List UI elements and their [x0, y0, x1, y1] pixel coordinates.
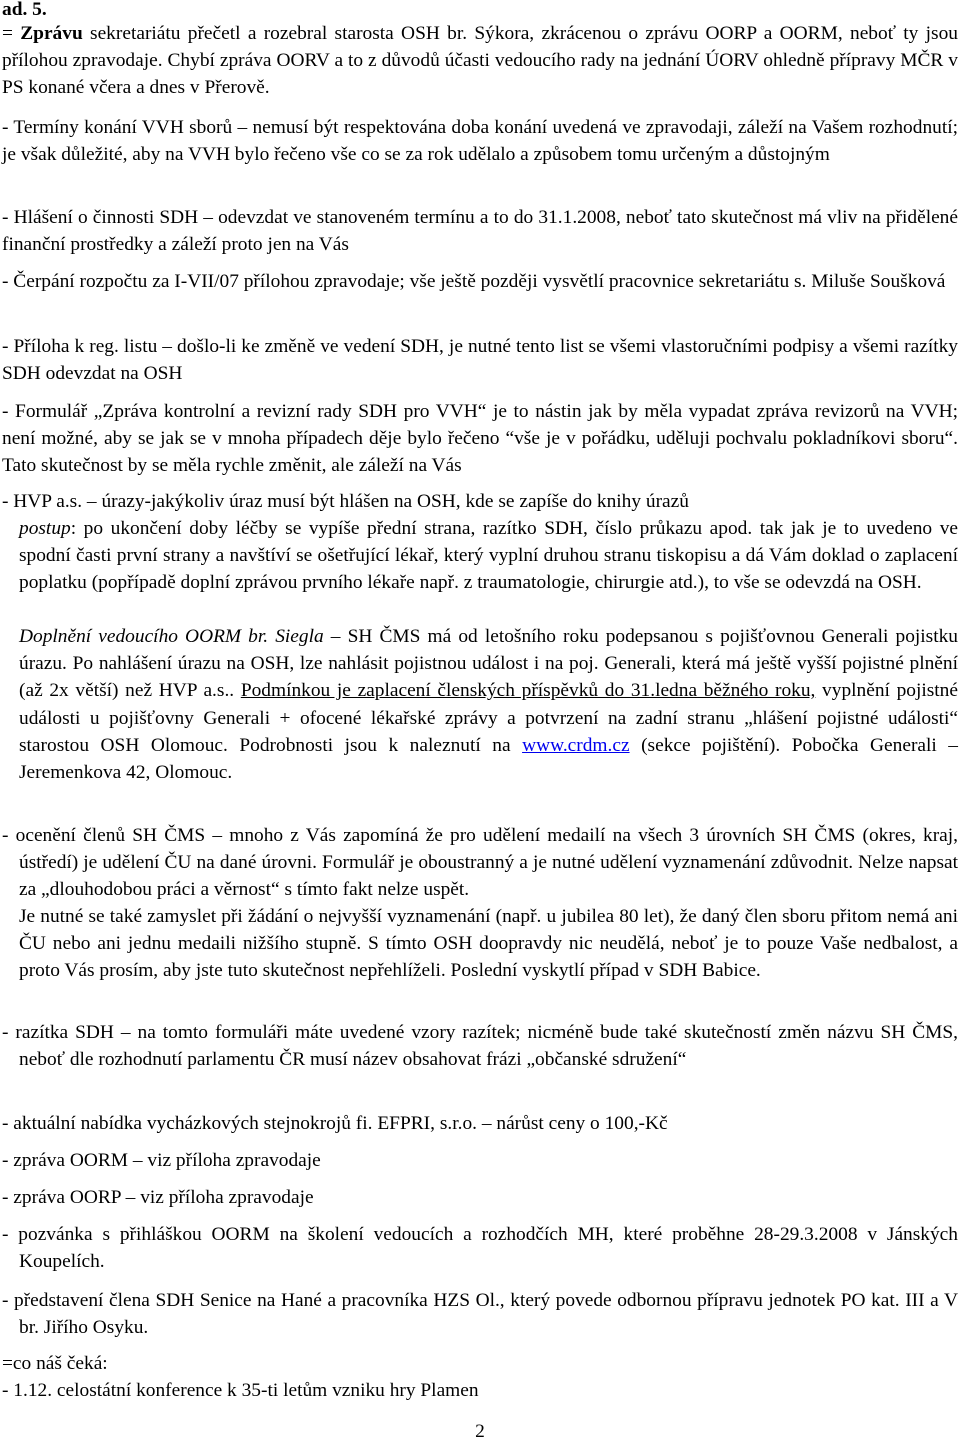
item-oorm	[2, 1147, 958, 1174]
doplneni-text-1: – SH ČMS má od letošního roku podepsanou s pojišťovnou Generali pojistku úrazu. Po nahlášení úrazu na OSH, lze nahlásit pojistnou událost i na poj. Generali, která má ještě vyšší pojistné plnění (až 2x větší) než HVP a.s..	[19, 626, 958, 702]
item-predstaveni-text: - představení člena SDH Senice na Hané a pracovníka HZS Ol., který povede odbornou přípravu jednotek PO kat. III a V br. Jiřího Osyku.	[2, 1290, 958, 1339]
item-oorp	[2, 1184, 958, 1211]
item-hvp-text: - HVP a.s. – úrazy-jakýkoliv úraz musí být hlášen na OSH, kde se zapíše do knihy úrazů	[2, 491, 689, 512]
doplneni-underline: Podmínkou je zaplacení členských příspěvků do 31.ledna běžného roku,	[240, 680, 816, 702]
upcoming-item-text: - 1.12. celostátní konference k 35-ti letům vzniku hry Plamen	[2, 1380, 479, 1401]
page-number: 2	[475, 1421, 485, 1442]
item-priloha	[2, 333, 958, 387]
crdm-link[interactable]: www.crdm.cz	[522, 734, 630, 756]
item-terminy	[2, 114, 958, 168]
item-oceneni-2	[2, 903, 958, 985]
intro-prefix: =	[2, 23, 21, 44]
item-hlaseni	[2, 204, 958, 258]
item-priloha-text: - Příloha k reg. listu – došlo-li ke změně ve vedení SDH, je nutné tento list se všemi vlastoručními podpisy a všemi razítky SDH odevzdat na OSH	[2, 336, 958, 385]
item-oorp-text: - zpráva OORP – viz příloha zpravodaje	[2, 1187, 314, 1208]
item-postup	[2, 515, 958, 597]
upcoming-label	[2, 1350, 958, 1377]
postup-text: : po ukončení doby léčby se vypíše přední strana, razítko SDH, číslo průkazu apod. tak jak je to uvedeno ve spodní časti první strany a navštíví se ošetřující lékař, který vyplní druhou stranu tiskopisu a dá Vám doklad o zaplacení poplatku (popřípadě doplní zprávou prvního lékaře např. z traumatologie, chirurgie atd.), to vše se odevzdá na OSH.	[19, 518, 958, 594]
item-oceneni	[2, 822, 958, 904]
item-cerpani	[2, 268, 958, 295]
item-nabidka	[2, 1110, 958, 1137]
item-terminy-text: - Termíny konání VVH sborů – nemusí být respektována doba konání uvedená ve zpravodaji, záleží na Vašem rozhodnutí; je však důležité, aby na VVH bylo řečeno vše co se za rok udělalo a způsobem tomu určeným a důstojným	[2, 117, 958, 166]
item-predstaveni	[2, 1287, 958, 1341]
item-hvp	[2, 488, 958, 515]
item-formular-text: - Formulář „Zpráva kontrolní a revizní rady SDH pro VVH“ je to nástin jak by měla vypadat zpráva revizorů na VVH; není možné, aby se jak se v mnoha případech děje bylo řečeno “vše je v pořádku, uděluji pochvalu pokladníkovi sboru“. Tato skutečnost by se měla rychle změnit, ale záleží na Vás	[2, 401, 958, 477]
item-doplneni	[2, 623, 958, 786]
item-pozvanka	[2, 1221, 958, 1275]
item-cerpani-text: - Čerpání rozpočtu za I-VII/07 přílohou zpravodaje; vše ještě později vysvětlí pracovnice sekretariátu s. Miluše Soušková	[2, 271, 946, 292]
upcoming-label-text: =co náš čeká:	[2, 1353, 108, 1374]
heading-text: ad. 5.	[2, 0, 47, 20]
item-oceneni-2-text: Je nutné se také zamyslet při žádání o nejvyšší vyznamenání (např. u jubilea 80 let), že daný člen sboru přitom nemá ani ČU nebo ani jednu medaili nižšího stupně. S tímto OSH doopravdy nic neudělá, neboť je to pouze Vaše nedbalost, a proto Vás prosím, aby jste tuto skutečnost nepřehlíželi. Poslední vyskytlí případ v SDH Babice.	[19, 906, 958, 982]
item-razitka	[2, 1019, 958, 1073]
doplneni-text-2: vyplnění pojistné události u pojišťovny Generali + ofocené lékařské zprávy a potvrzení na zadní stranu „hlášení pojistné události“ starostou OSH Olomouc. Podrobnosti jsou k naleznutí na	[19, 680, 958, 756]
upcoming-item	[2, 1377, 958, 1404]
item-pozvanka-text: - pozvánka s přihláškou OORM na školení vedoucích a rozhodčích MH, které proběhne 28-29.3.2008 v Jánských Koupelích.	[2, 1224, 958, 1273]
item-razitka-text: - razítka SDH – na tomto formuláři máte uvedené vzory razítek; nicméně bude také skutečností změn názvu SH ČMS, neboť dle rozhodnutí parlamentu ČR musí název obsahovat frázi „občanské sdružení“	[2, 1022, 958, 1071]
postup-label: postup	[19, 518, 71, 539]
item-formular	[2, 398, 958, 480]
item-oorm-text: - zpráva OORM – viz příloha zpravodaje	[2, 1150, 321, 1171]
item-nabidka-text: - aktuální nabídka vycházkových stejnokrojů fi. EFPRI, s.r.o. – nárůst ceny o 100,-Kč	[2, 1113, 668, 1134]
doplneni-label: Doplnění vedoucího OORM br. Siegla	[19, 626, 324, 647]
intro-bold: Zprávu	[20, 23, 83, 44]
intro-text: sekretariátu přečetl a rozebral starosta OSH br. Sýkora, zkrácenou o zprávu OORP a OORM, neboť ty jsou přílohou zpravodaje. Chybí zpráva OORV a to z důvodů účasti vedoucího rady na jednání ÚORV ohledně přípravy MČR v PS konané včera a dnes v Přerově.	[2, 23, 958, 99]
item-hlaseni-text: - Hlášení o činnosti SDH – odevzdat ve stanoveném termínu a to do 31.1.2008, neboť tato skutečnost má vliv na přidělené finanční prostředky a záleží proto jen na Vás	[2, 207, 958, 256]
item-oceneni-text: - ocenění členů SH ČMS – mnoho z Vás zapomíná že pro udělení medailí na všech 3 úrovních SH ČMS (okres, kraj, ústředí) je udělení ČU na dané úrovni. Formulář je oboustranný a je nutné udělení vyznamenání zdůvodnit. Nelze napsat za „dlouhodobou práci a věrnost“ s tímto fakt nelze uspět.	[2, 825, 958, 901]
doplneni-text-3: (sekce pojištění). Pobočka Generali – Jeremenkova 42, Olomouc.	[19, 734, 958, 784]
intro-paragraph	[2, 20, 958, 102]
